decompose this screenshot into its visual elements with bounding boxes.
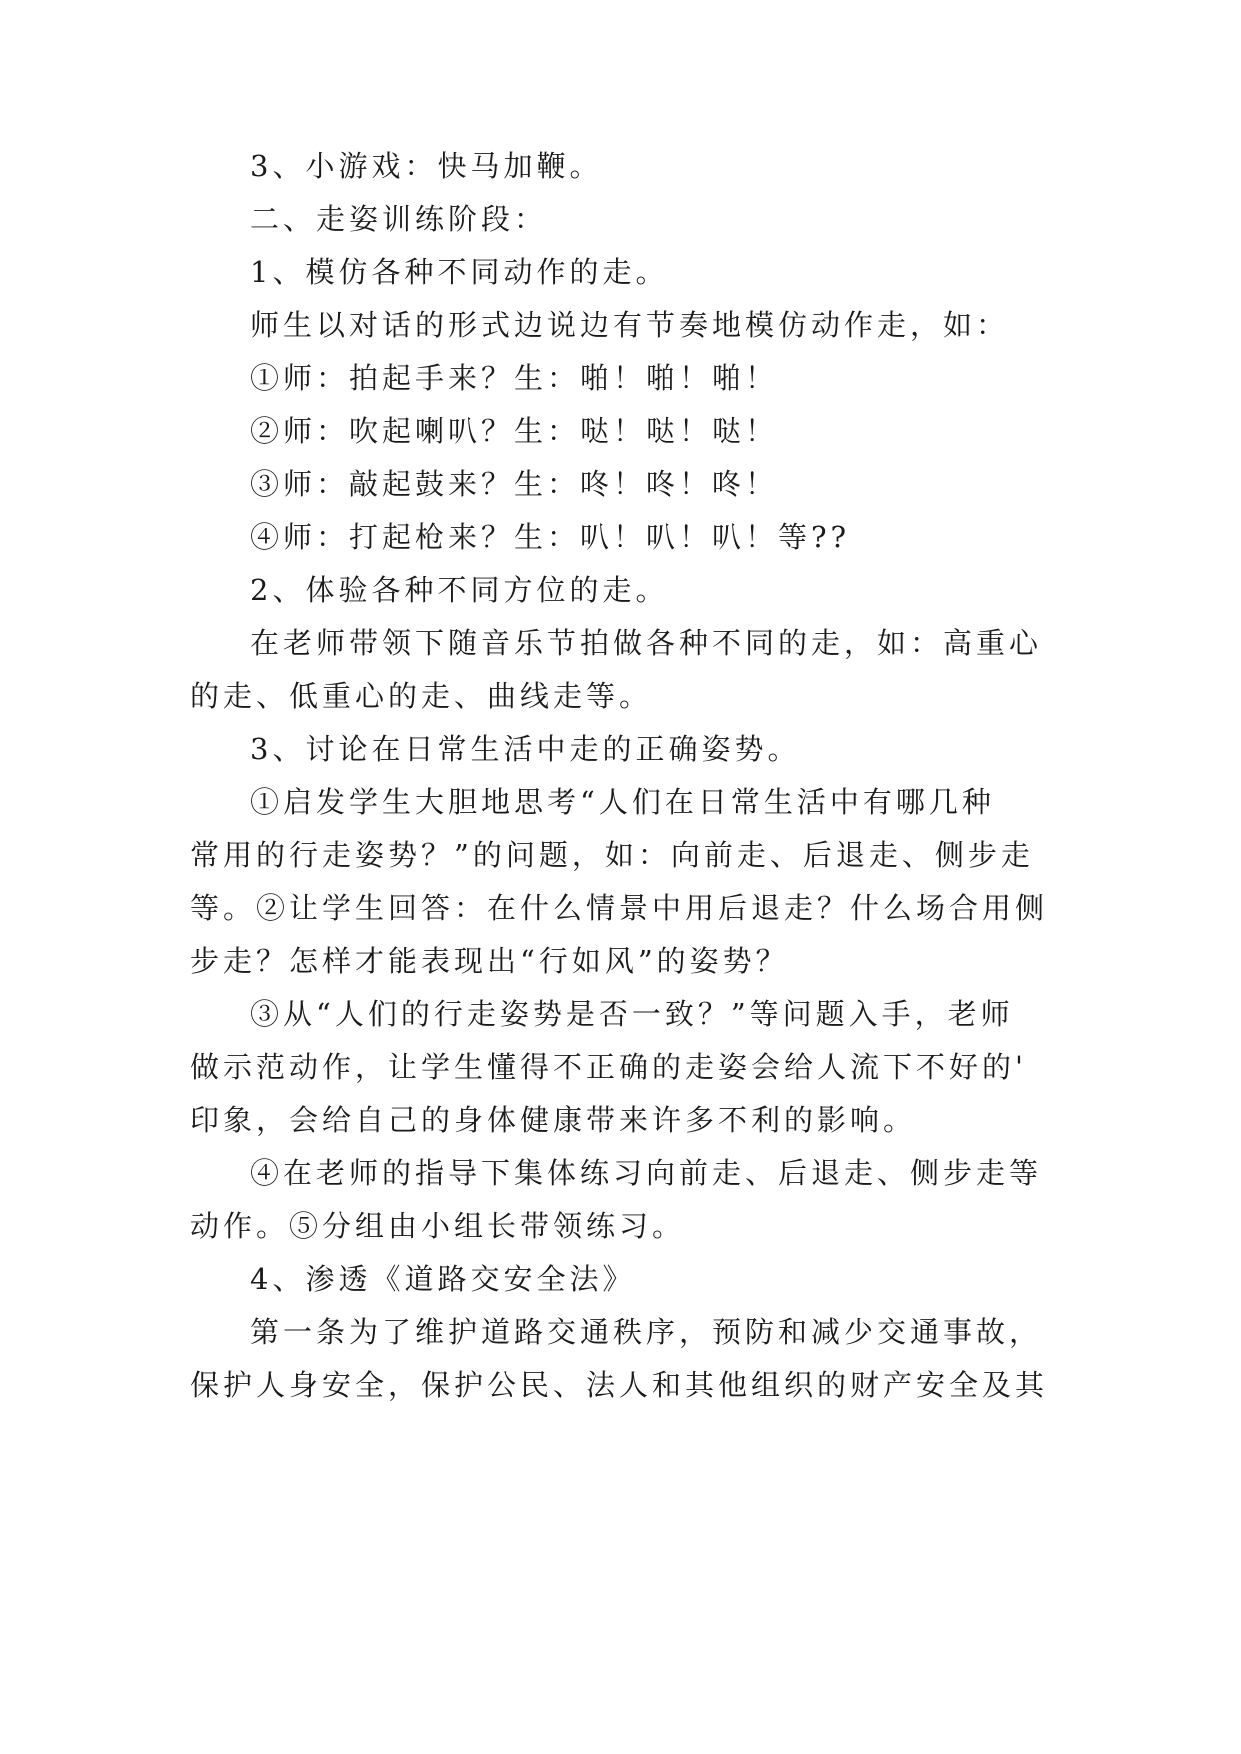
text-line: 做示范动作，让学生懂得不正确的走姿会给人流下不好的' [190,1050,1027,1084]
text-line: 印象，会给自己的身体健康带来许多不利的影响。 [190,1103,917,1137]
text-line: 第一条为了维护道路交通秩序，预防和减少交通事故， [250,1315,1043,1349]
text-line: ④师：打起枪来？生：叭！叭！叭！等?? [250,520,851,554]
text-line: 3、讨论在日常生活中走的正确姿势。 [250,732,801,766]
text-line: ①师：拍起手来？生：啪！啪！啪！ [250,361,779,395]
text-line: 的走、低重心的走、曲线走等。 [190,679,653,713]
text-line: ③从“人们的行走姿势是否一致？”等问题入手，老师 [250,997,1014,1031]
text-line: ①启发学生大胆地思考“人们在日常生活中有哪几种 [250,785,995,819]
text-line: ②师：吹起喇叭？生：哒！哒！哒！ [250,414,779,448]
text-line: 4、渗透《道路交安全法》 [250,1262,636,1296]
section-heading: 二、走姿训练阶段： [250,202,548,236]
text-line: 动作。⑤分组由小组长带领练习。 [190,1209,686,1243]
text-line: 3、小游戏：快马加鞭。 [250,149,603,183]
text-line: 等。②让学生回答：在什么情景中用后退走？什么场合用侧 [190,891,1049,925]
text-line: 步走？怎样才能表现出“行如风”的姿势？ [190,944,789,978]
text-line: ③师：敲起鼓来？生：咚！咚！咚！ [250,467,779,501]
text-line: ④在老师的指导下集体练习向前走、后退走、侧步走等 [250,1156,1043,1190]
text-line: 2、体验各种不同方位的走。 [250,573,669,607]
text-line: 保护人身安全，保护公民、法人和其他组织的财产安全及其 [190,1368,1049,1402]
text-line: 师生以对话的形式边说边有节奏地模仿动作走，如： [250,308,1010,342]
text-line: 在老师带领下随音乐节拍做各种不同的走，如：高重心 [250,626,1043,660]
text-line: 1、模仿各种不同动作的走。 [250,255,669,289]
text-line: 常用的行走姿势？”的问题，如：向前走、后退走、侧步走 [190,838,1034,872]
